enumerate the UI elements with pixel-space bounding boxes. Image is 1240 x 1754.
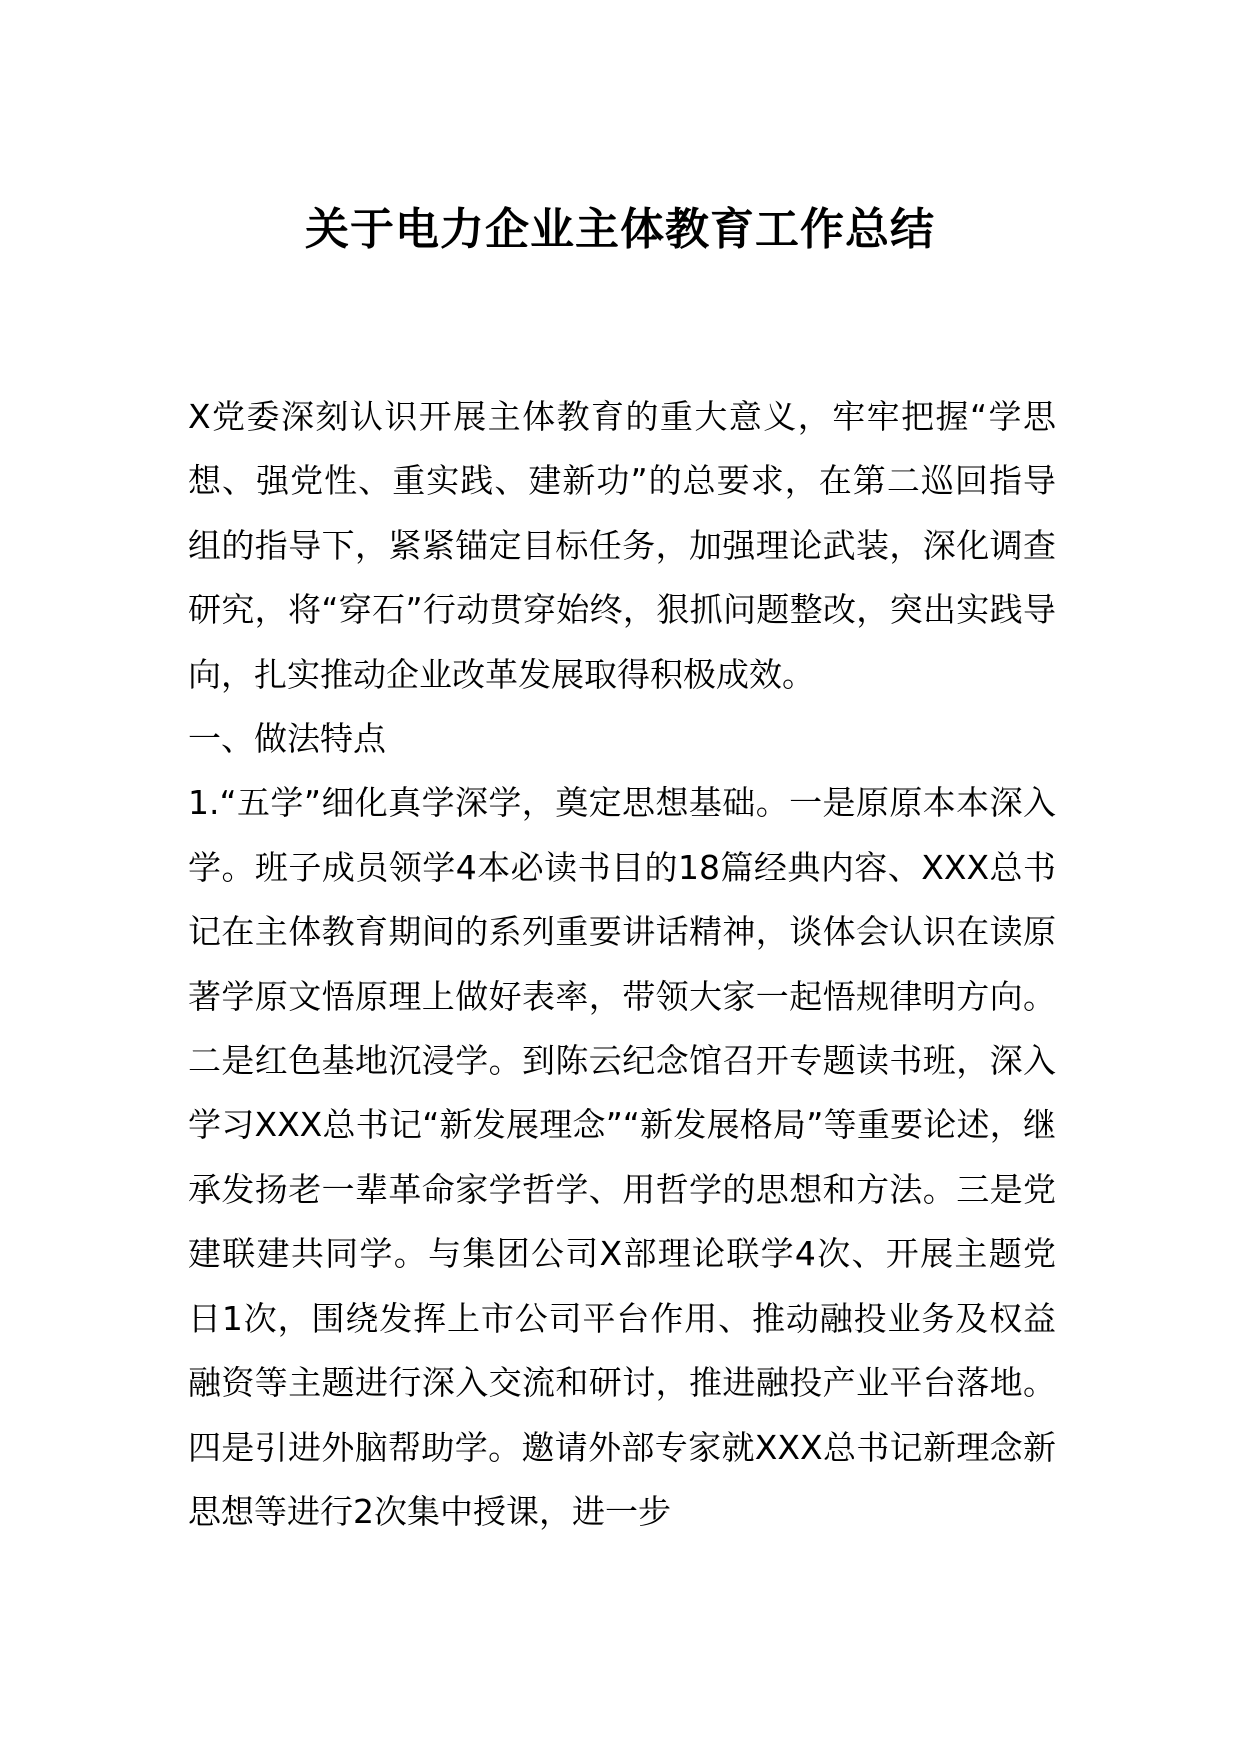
body-paragraph: 1.“五学”细化真学深学，奠定思想基础。一是原原本本深入学。班子成员领学4本必读书目的18篇经典内容、XXX总书记在主体教育期间的系列重要讲话精神，谈体会认识在读原著学原文悟原理上做好表率，带领大家一起悟规律明方向。二是红色基地沉浸学。到陈云纪念馆召开专题读书班，深入学习XXX总书记“新发展理念”“新发展格局”等重要论述，继承发扬老一辈革命家学哲学、用哲学的思想和方法。三是党建联建共同学。与集团公司X部理论联学4次、开展主题党日1次，围绕发挥上市公司平台作用、推动融投业务及权益融资等主题进行深入交流和研讨，推进融投产业平台落地。四是引进外脑帮助学。邀请外部专家就XXX总书记新理念新思想等进行2次集中授课，进一步 (188, 783, 1056, 1531)
intro-paragraph: X党委深刻认识开展主体教育的重大意义，牢牢把握“学思想、强党性、重实践、建新功”的总要求，在第二巡回指导组的指导下，紧紧锚定目标任务，加强理论武装，深化调查研究，将“穿石”行动贯穿始终，狠抓问题整改，突出实践导向，扎实推动企业改革发展取得积极成效。 (188, 397, 1056, 694)
document-title: 关于电力企业主体教育工作总结 (305, 204, 935, 255)
document-body (188, 385, 1056, 1544)
section-heading: 一、做法特点 (188, 719, 386, 759)
